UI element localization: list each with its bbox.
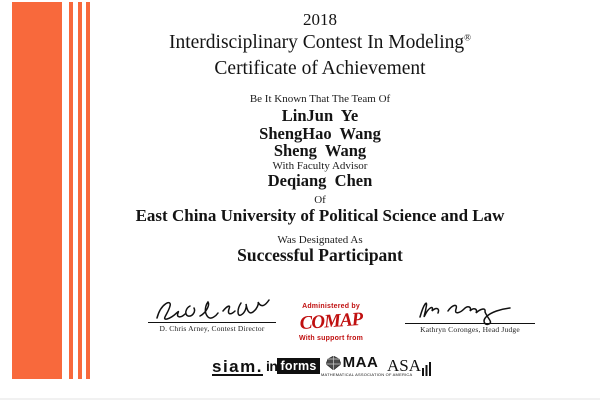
asa-logo bbox=[387, 356, 432, 376]
contest-title-text: Interdisciplinary Contest In Modeling bbox=[168, 32, 465, 53]
award-title: Successful Participant bbox=[237, 245, 403, 265]
informs-boxed-text: forms bbox=[277, 358, 319, 374]
maa-text: MAA bbox=[342, 354, 379, 371]
team-member-name-1: LinJun Ye bbox=[281, 106, 359, 125]
support-from-label: With support from bbox=[299, 335, 363, 342]
signature-arney-icon bbox=[151, 297, 273, 325]
administered-by-label: Administered by bbox=[302, 303, 360, 310]
contest-title bbox=[42, 32, 598, 54]
team-member-name-3: Sheng Wang bbox=[273, 141, 367, 160]
comap-block bbox=[296, 303, 366, 342]
signature-block-contest-director bbox=[148, 297, 276, 333]
signature-line bbox=[405, 323, 535, 324]
team-member-name-2: ShengHao Wang bbox=[259, 123, 381, 143]
registered-mark: ® bbox=[464, 32, 471, 43]
siam-logo: siam. bbox=[212, 357, 263, 376]
of-label: Of bbox=[314, 194, 326, 206]
advisor-label: With Faculty Advisor bbox=[272, 160, 368, 172]
comap-logo: COMAP bbox=[299, 308, 363, 335]
designated-label: Was Designated As bbox=[277, 234, 363, 246]
certificate-subtitle: Certificate of Achievement bbox=[214, 58, 426, 79]
asa-bars-icon bbox=[422, 362, 432, 376]
signature-coronges-icon bbox=[408, 296, 532, 326]
known-line: Be It Known That The Team Of bbox=[249, 93, 391, 105]
informs-prefix-text: in bbox=[266, 358, 278, 374]
institution-name: East China University of Political Science and Law bbox=[135, 206, 505, 225]
contest-director-title: D. Chris Arney, Contest Director bbox=[159, 324, 265, 333]
maa-caption: MATHEMATICAL ASSOCIATION OF AMERICA bbox=[321, 372, 413, 377]
year: 2018 bbox=[303, 10, 337, 29]
signature-block-head-judge bbox=[405, 296, 535, 334]
maa-diamond-icon bbox=[326, 356, 341, 370]
informs-logo bbox=[266, 358, 320, 374]
head-judge-title: Kathryn Coronges, Head Judge bbox=[420, 325, 520, 334]
advisor-name: Deqiang Chen bbox=[267, 170, 373, 190]
asa-text: ASA bbox=[387, 356, 422, 375]
signature-line bbox=[148, 322, 276, 323]
